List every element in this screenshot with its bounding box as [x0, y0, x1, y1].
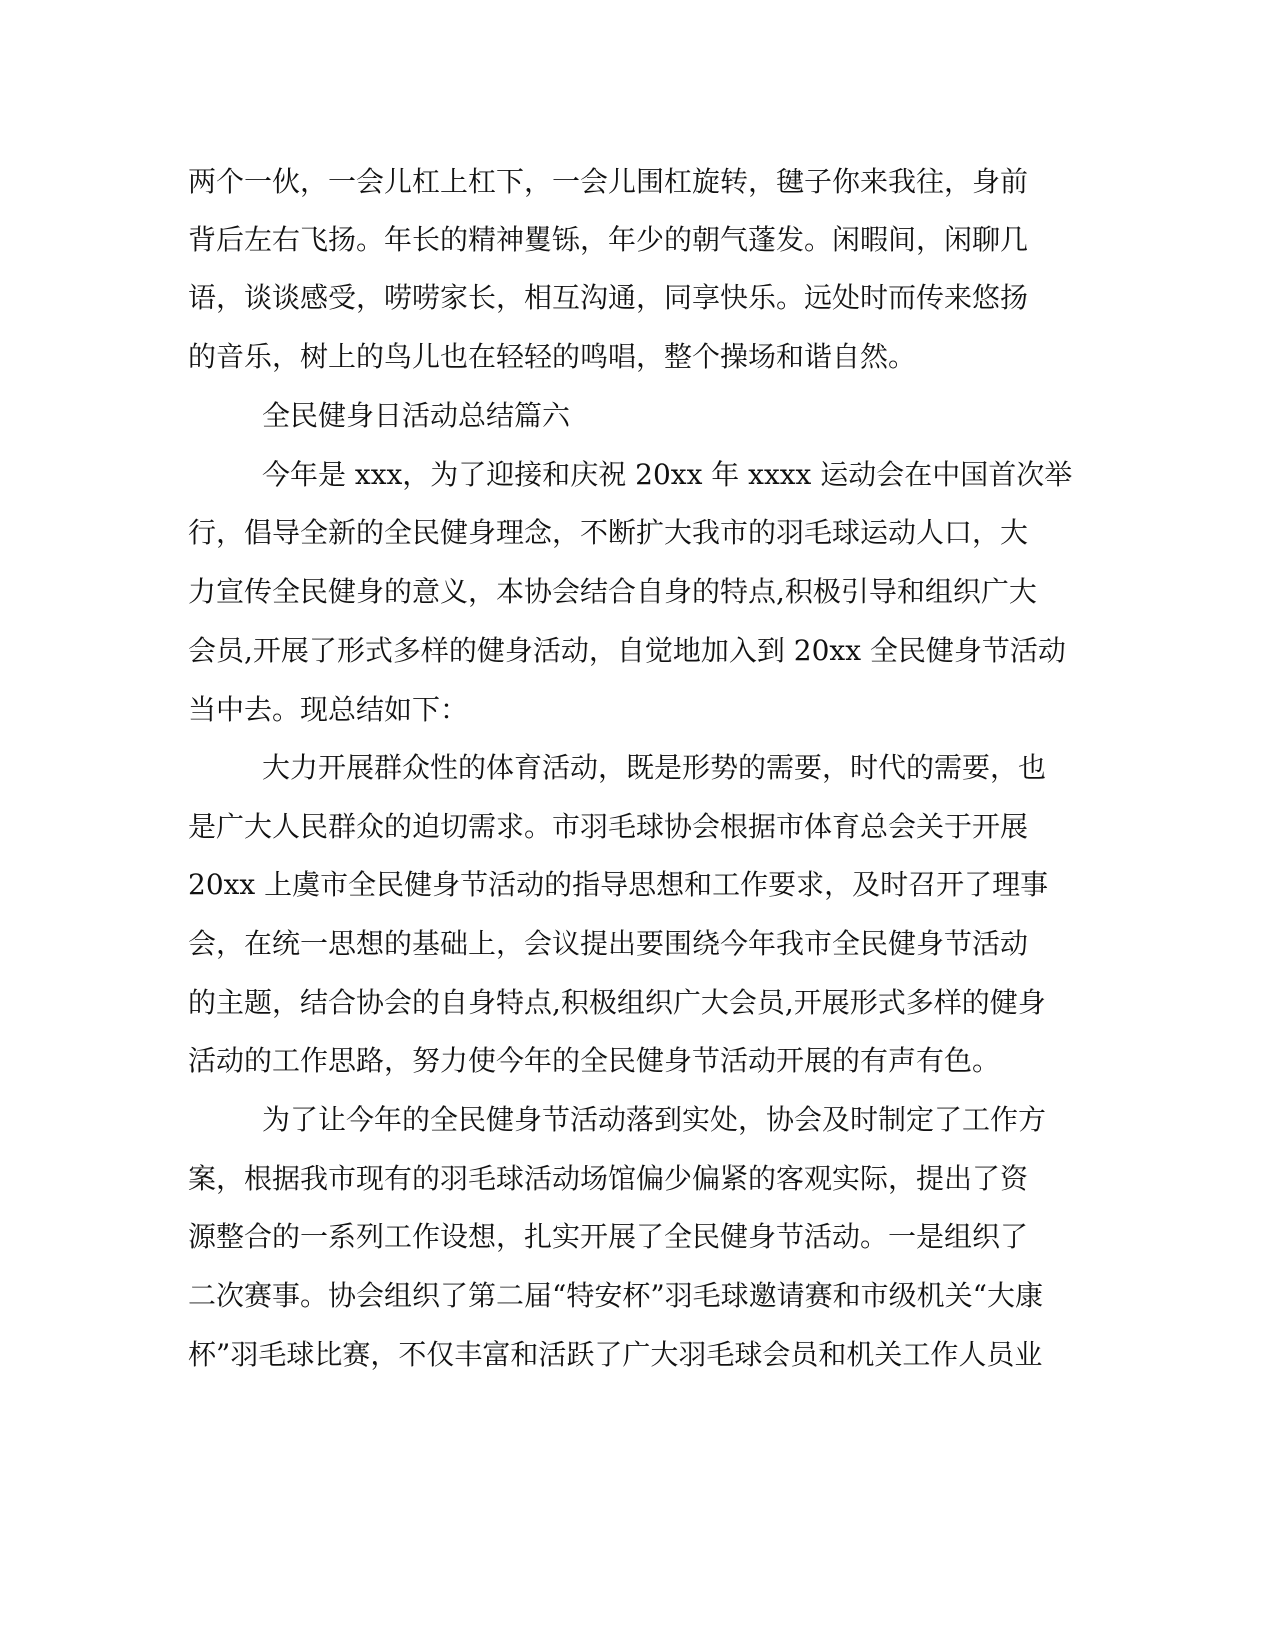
- paragraph-line: 的音乐，树上的鸟儿也在轻轻的鸣唱，整个操场和谐自然。: [188, 340, 917, 373]
- paragraph-line: 大力开展群众性的体育活动，既是形势的需要，时代的需要，也: [262, 751, 1047, 784]
- paragraph-line: 的主题，结合协会的自身特点,积极组织广大会员,开展形式多样的健身: [188, 986, 1046, 1019]
- paragraph-line: 活动的工作思路，努力使今年的全民健身节活动开展的有声有色。: [188, 1044, 1001, 1077]
- paragraph-line: 二次赛事。协会组织了第二届“特安杯”羽毛球邀请赛和市级机关“大康: [188, 1279, 1043, 1312]
- section-heading: 全民健身日活动总结篇六: [262, 399, 571, 432]
- paragraph-line: 今年是 xxx，为了迎接和庆祝 20xx 年 xxxx 运动会在中国首次举: [262, 458, 1073, 491]
- paragraph-line: 20xx 上虞市全民健身节活动的指导思想和工作要求，及时召开了理事: [188, 868, 1049, 901]
- paragraph-line: 当中去。现总结如下：: [188, 693, 469, 726]
- paragraph-line: 会，在统一思想的基础上，会议提出要围绕今年我市全民健身节活动: [188, 927, 1029, 960]
- paragraph-line: 杯”羽毛球比赛，不仅丰富和活跃了广大羽毛球会员和机关工作人员业: [188, 1338, 1043, 1371]
- paragraph-line: 语，谈谈感受，唠唠家长，相互沟通，同享快乐。远处时而传来悠扬: [188, 281, 1029, 314]
- paragraph-line: 为了让今年的全民健身节活动落到实处，协会及时制定了工作方: [262, 1103, 1047, 1136]
- paragraph-line: 力宣传全民健身的意义，本协会结合自身的特点,积极引导和组织广大: [188, 575, 1037, 608]
- paragraph-line: 背后左右飞扬。年长的精神矍铄，年少的朝气蓬发。闲暇间，闲聊几: [188, 223, 1029, 256]
- paragraph-line: 行，倡导全新的全民健身理念，不断扩大我市的羽毛球运动人口，大: [188, 516, 1029, 549]
- paragraph-line: 是广大人民群众的迫切需求。市羽毛球协会根据市体育总会关于开展: [188, 810, 1029, 843]
- paragraph-line: 源整合的一系列工作设想，扎实开展了全民健身节活动。一是组织了: [188, 1220, 1029, 1253]
- paragraph-line: 会员,开展了形式多样的健身活动，自觉地加入到 20xx 全民健身节活动: [188, 634, 1066, 667]
- paragraph-line: 案，根据我市现有的羽毛球活动场馆偏少偏紧的客观实际，提出了资: [188, 1162, 1029, 1195]
- paragraph-line: 两个一伙，一会儿杠上杠下，一会儿围杠旋转，毽子你来我往，身前: [188, 165, 1029, 198]
